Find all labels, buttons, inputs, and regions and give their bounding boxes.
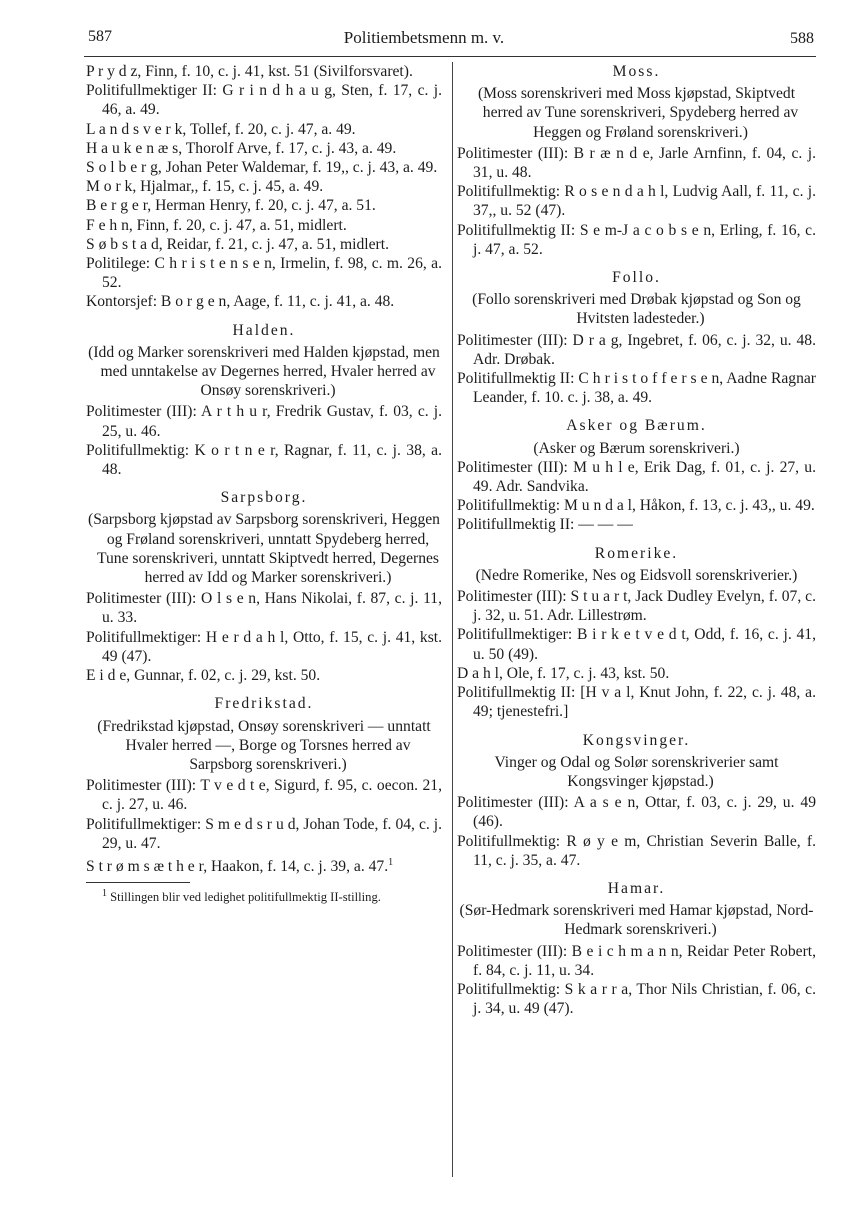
footnote	[86, 886, 442, 905]
entry: Politifullmektig II: S e m-J a c o b s e n, Erling, f. 16, c. j. 47, a. 52.	[457, 221, 816, 258]
entry: S t r ø m s æ t h e r, Haakon, f. 14, c. j. 39, a. 47.$^1$	[86, 856, 394, 876]
jurisdiction-note: (Nedre Romerike, Nes og Eidsvoll sorenskriverier.)	[475, 566, 798, 584]
footnote-marker: 1	[102, 888, 107, 900]
entry: Politifullmektig: S k a r r a, Thor Nils Christian, f. 06, c. j. 34, u. 49 (47).	[457, 980, 816, 1018]
section-heading: Follo.	[612, 269, 661, 287]
running-title: Politiembetsmenn m. v.	[343, 28, 505, 47]
entry: Politimester (III): B e i c h m a n n, Reidar Peter Robert, f. 84, c. j. 11, u. 34.	[457, 942, 816, 979]
jurisdiction-note: (Follo sorenskriveri med Drøbak kjøpstad og Son og Hvitsten ladesteder.)	[472, 291, 801, 328]
column-divider	[452, 62, 453, 1177]
right-column	[457, 62, 816, 1018]
entry: Politifullmektiger: H e r d a h l, Otto, f. 15, c. j. 41, kst. 49 (47).	[86, 628, 442, 665]
page-header	[0, 24, 848, 54]
entry: Politifullmektig: R ø y e m, Christian Severin Balle, f. 11, c. j. 35, a. 47.	[457, 832, 816, 869]
header-rule	[84, 56, 816, 57]
entry: D a h l, Ole, f. 17, c. j. 43, kst. 50.	[457, 664, 670, 682]
entry: Politimester (III): A r t h u r, Fredrik Gustav, f. 03, c. j. 25, u. 46.	[86, 403, 442, 440]
entry: Politifullmektig II: [H v a l, Knut John, f. 22, c. j. 48, a. 49; tjenestefri.]	[457, 684, 816, 721]
entry: Kontorsjef: B o r g e n, Aage, f. 11, c. j. 41, a. 48.	[86, 293, 395, 311]
jurisdiction-note: (Fredrikstad kjøpstad, Onsøy sorenskriveri — unntatt Hvaler herred —, Borge og Torsnes herred av Sarpsborg sorenskriveri.)	[97, 717, 431, 773]
entry: Politilege: C h r i s t e n s e n, Irmelin, f. 98, c. m. 26, a. 52.	[86, 255, 442, 292]
footnote-text: Stillingen blir ved ledighet politifullmektig II-stilling.	[110, 890, 381, 905]
left-column	[86, 62, 442, 906]
entry: Politifullmektig: M u n d a l, Håkon, f. 13, c. j. 43,, u. 49.	[457, 497, 815, 515]
section-heading: Halden.	[232, 321, 296, 339]
section-heading: Moss.	[612, 63, 661, 80]
section-heading: Hamar.	[607, 879, 666, 897]
entry: E i d e, Gunnar, f. 02, c. j. 29, kst. 50.	[86, 667, 321, 685]
entry: P r y d z, Finn, f. 10, c. j. 41, kst. 51 (Sivilforsvaret).	[86, 63, 413, 80]
section-heading: Romerike.	[594, 544, 679, 562]
entry: B e r g e r, Herman Henry, f. 20, c. j. 47, a. 51.	[86, 197, 376, 215]
entry: Politimester (III): O l s e n, Hans Nikolai, f. 87, c. j. 11, u. 33.	[86, 590, 442, 627]
entry: Politifullmektig: K o r t n e r, Ragnar, f. 11, c. j. 38, a. 48.	[86, 441, 442, 479]
page-number-right: 588	[790, 30, 814, 47]
entry: Politifullmektiger: B i r k e t v e d t, Odd, f. 16, c. j. 41, u. 50 (49).	[457, 626, 816, 663]
section-heading: Asker og Bærum.	[566, 417, 707, 435]
section-heading: Sarpsborg.	[220, 489, 308, 507]
entry: Politifullmektig II: — — —	[457, 516, 633, 534]
entry: Politimester (III): B r æ n d e, Jarle Arnfinn, f. 04, c. j. 31, u. 48.	[457, 144, 816, 182]
entry: Politimester (III): A a s e n, Ottar, f. 03, c. j. 29, u. 49 (46).	[457, 794, 816, 831]
entry: L a n d s v e r k, Tollef, f. 20, c. j. 47, a. 49.	[86, 120, 356, 138]
jurisdiction-note: (Sarpsborg kjøpstad av Sarpsborg sorenskriveri, Heggen og Frøland sorenskriveri, unntatt Spydeberg herred, Tune sorenskriveri, unntatt Skiptvedt herred, Degernes herred av Idd og Marker sorenskriveri.)	[88, 511, 440, 587]
jurisdiction-note: (Moss sorenskriveri med Moss kjøpstad, Skiptvedt herred av Tune sorenskriveri, Spydeberg herred av Heggen og Frøland sorenskriveri.)	[477, 85, 799, 141]
entry: H a u k e n æ s, Thorolf Arve, f. 17, c. j. 43, a. 49.	[86, 139, 397, 157]
footnote-ref: 1	[388, 856, 394, 868]
entry: Politimester (III): M u h l e, Erik Dag, f. 01, c. j. 27, u. 49. Adr. Sandvika.	[457, 458, 816, 496]
entry: S o l b e r g, Johan Peter Waldemar, f. 19,, c. j. 43, a. 49.	[86, 159, 438, 177]
section-heading: Kongsvinger.	[582, 731, 691, 749]
entry: Politifullmektiger: S m e d s r u d, Johan Tode, f. 04, c. j. 29, u. 47.	[86, 815, 442, 852]
entry: Politifullmektiger II: G r i n d h a u g, Sten, f. 17, c. j. 46, a. 49.	[86, 82, 442, 119]
page-number-left: 587	[88, 28, 112, 45]
jurisdiction-note: Vinger og Odal og Solør sorenskriverier samt Kongsvinger kjøpstad.)	[494, 753, 779, 790]
entry: Politimester (III): T v e d t e, Sigurd, f. 95, c. oecon. 21, c. j. 27, u. 46.	[86, 777, 442, 814]
entry: M o r k, Hjalmar,, f. 15, c. j. 45, a. 49.	[86, 178, 324, 196]
jurisdiction-note: (Sør-Hedmark sorenskriveri med Hamar kjøpstad, Nord-Hedmark sorenskriveri.)	[459, 902, 814, 939]
section-heading: Fredrikstad.	[214, 695, 314, 713]
entry: Politimester (III): S t u a r t, Jack Dudley Evelyn, f. 07, c. j. 32, u. 51. Adr. Lillestrøm.	[457, 588, 816, 625]
entry: Politifullmektig: R o s e n d a h l, Ludvig Aall, f. 11, c. j. 37,, u. 52 (47).	[457, 183, 816, 220]
jurisdiction-note: (Idd og Marker sorenskriveri med Halden kjøpstad, men med unntakelse av Degernes herred, Hvaler herred av Onsøy sorenskriveri.)	[88, 343, 440, 400]
jurisdiction-note: (Asker og Bærum sorenskriveri.)	[533, 439, 740, 457]
entry: Politimester (III): D r a g, Ingebret, f. 06, c. j. 32, u. 48. Adr. Drøbak.	[457, 331, 816, 368]
footnote-rule	[86, 882, 190, 883]
entry: Politifullmektig II: C h r i s t o f f e r s e n, Aadne Ragnar Leander, f. 10. c. j. 38, a. 49.	[457, 370, 816, 407]
entry: F e h n, Finn, f. 20, c. j. 47, a. 51, midlert.	[86, 216, 347, 234]
entry: S ø b s t a d, Reidar, f. 21, c. j. 47, a. 51, midlert.	[86, 235, 389, 253]
